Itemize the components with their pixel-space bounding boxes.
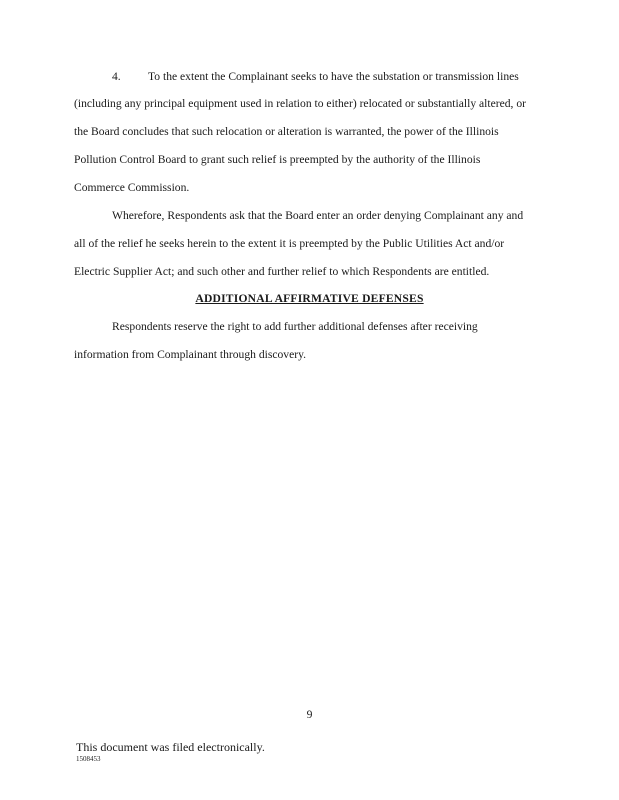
reservation-line: information from Complainant through discovery. bbox=[74, 348, 307, 361]
footer-filed-note: This document was filed electronically. bbox=[76, 740, 265, 754]
section-heading: ADDITIONAL AFFIRMATIVE DEFENSES bbox=[195, 292, 424, 305]
paragraph-line: the Board concludes that such relocation or alteration is warranted, the power of the Illinois bbox=[74, 125, 499, 138]
wherefore-line: Electric Supplier Act; and such other and further relief to which Respondents are entitled. bbox=[74, 265, 490, 278]
paragraph-line: To the extent the Complainant seeks to have the substation or transmission lines bbox=[148, 70, 519, 83]
paragraph-line: Pollution Control Board to grant such relief is preempted by the authority of the Illinois bbox=[74, 153, 481, 166]
paragraph-number: 4. bbox=[112, 70, 121, 83]
wherefore-line: all of the relief he seeks herein to the extent it is preempted by the Public Utilities Act and/or bbox=[74, 237, 505, 250]
footer-document-code: 1508453 bbox=[76, 755, 101, 763]
reservation-line: Respondents reserve the right to add further additional defenses after receiving bbox=[112, 320, 478, 333]
paragraph-line: (including any principal equipment used in relation to either) relocated or substantially altered, or bbox=[74, 97, 527, 110]
wherefore-line: Wherefore, Respondents ask that the Board enter an order denying Complainant any and bbox=[112, 209, 524, 222]
page-number: 9 bbox=[306, 708, 313, 721]
paragraph-line: Commerce Commission. bbox=[74, 181, 190, 194]
